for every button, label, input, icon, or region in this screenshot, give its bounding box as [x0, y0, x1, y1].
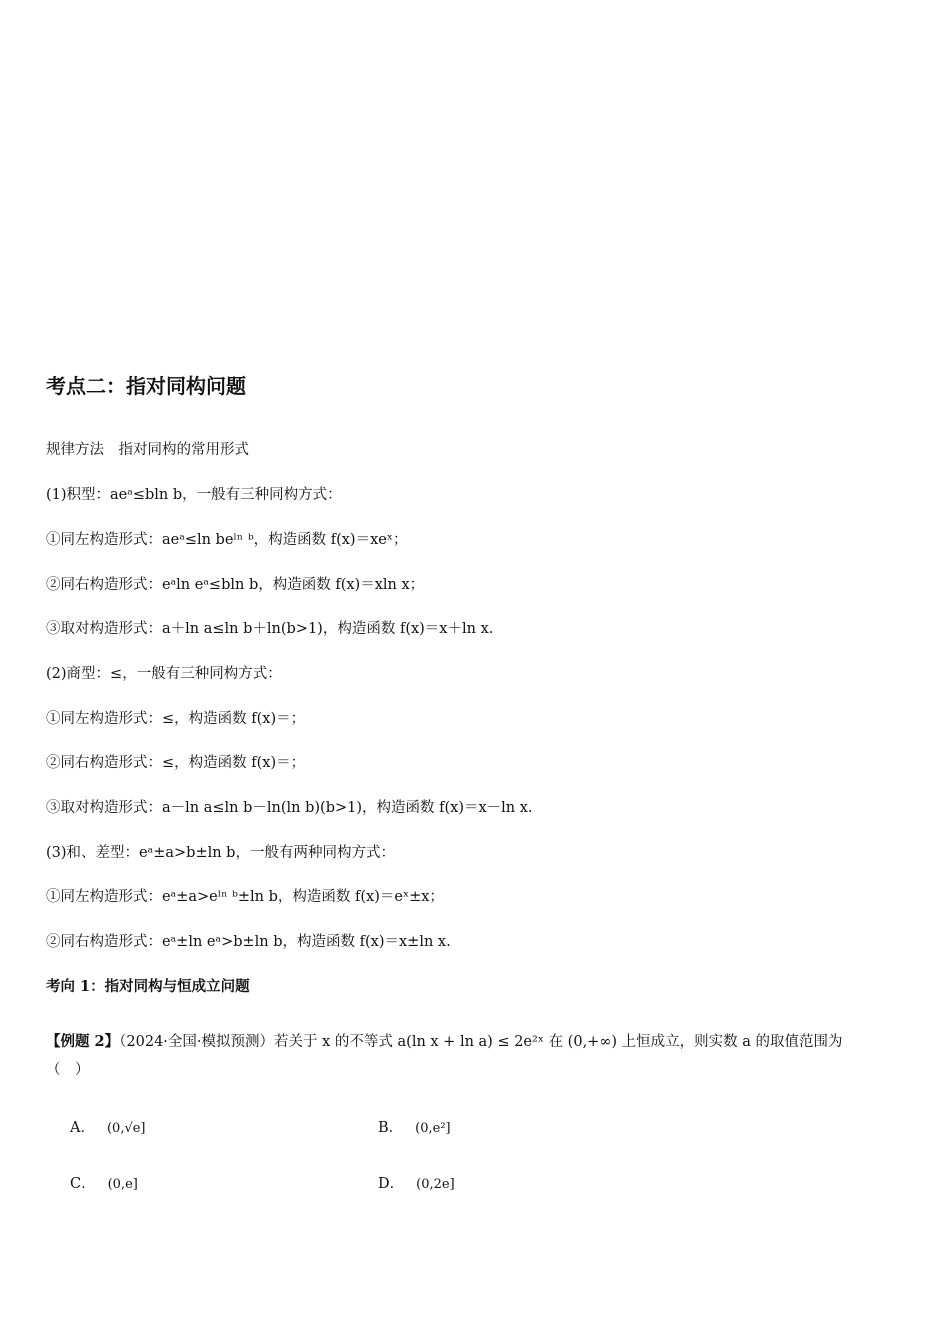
rule-line-7: ②同右构造形式：≤，构造函数 f(x)＝； [46, 755, 306, 771]
rule-line-9: (3)和、差型：eᵃ±a>b±ln b，一般有两种同构方式： [46, 845, 395, 861]
choice-b-letter: B． [378, 1120, 404, 1136]
rule-line-11: ②同右构造形式：eᵃ±ln eᵃ>b±ln b，构造函数 f(x)＝x±ln x. [46, 934, 451, 950]
rule-line-2: ①同左构造形式：aeᵃ≤ln beˡⁿ ᵇ，构造函数 f(x)＝xeˣ； [46, 532, 408, 548]
rule-line-8: ③取对构造形式：a－ln a≤ln b－ln(ln b)(b>1)，构造函数 f(x)＝x－ln x. [46, 800, 533, 816]
rule-line-3: ②同右构造形式：eᵃln eᵃ≤bln b，构造函数 f(x)＝xln x； [46, 577, 425, 593]
rule-line-5: (2)商型：≤，一般有三种同构方式： [46, 666, 282, 682]
rule-line-10: ①同左构造形式：eᵃ±a>eˡⁿ ᵇ±ln b，构造函数 f(x)＝eˣ±x； [46, 889, 444, 905]
choice-d-value: (0,2e] [416, 1177, 455, 1192]
example-blank: （ ） [46, 1062, 90, 1078]
example-label: 【例题 2】 [46, 1033, 120, 1050]
choice-b[interactable] [378, 1116, 451, 1137]
method-heading: 规律方法 指对同构的常用形式 [46, 442, 249, 458]
choice-d-letter: D． [378, 1176, 405, 1192]
choice-a[interactable] [70, 1116, 146, 1137]
rule-line-6: ①同左构造形式：≤，构造函数 f(x)＝； [46, 711, 306, 727]
rule-line-4: ③取对构造形式：a＋ln a≤ln b＋ln(b>1)，构造函数 f(x)＝x＋ln x. [46, 621, 494, 637]
choice-a-letter: A． [70, 1120, 95, 1136]
choice-c-letter: C． [70, 1176, 96, 1192]
subsection-title: 考向 1：指对同构与恒成立问题 [46, 978, 250, 995]
example-text: （2024·全国·模拟预测）若关于 x 的不等式 a(ln x + ln a) ≤ 2e²ˣ 在 (0,+∞) 上恒成立，则实数 a 的取值范围为 [119, 1034, 843, 1050]
choice-b-value: (0,e²] [415, 1121, 451, 1136]
choice-a-value: (0,√e] [106, 1121, 146, 1136]
section-title: 考点二：指对同构问题 [46, 374, 246, 398]
choice-c-value: (0,e] [107, 1177, 138, 1192]
rule-line-1: (1)积型：aeᵃ≤bln b，一般有三种同构方式： [46, 487, 342, 503]
example-question [46, 1025, 906, 1059]
choice-d[interactable] [378, 1172, 455, 1193]
choice-c[interactable] [70, 1172, 138, 1193]
